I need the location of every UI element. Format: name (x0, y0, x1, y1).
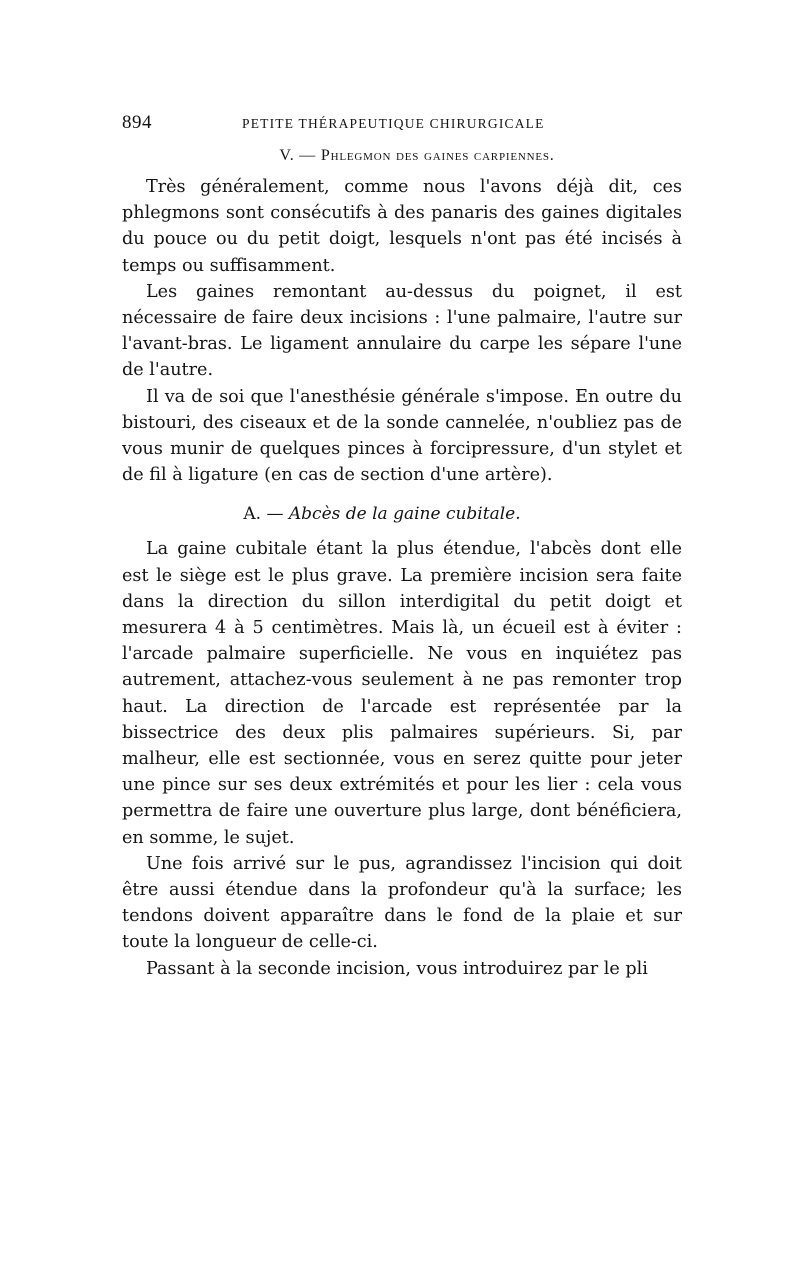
book-page (122, 112, 682, 982)
paragraph: Les gaines remontant au-dessus du poignet, il est nécessaire de faire deux incisions : l'une palmaire, l'autre sur l'avant-bras. Le ligament annulaire du carpe les sépare l'une de l'autre. (122, 281, 682, 381)
subsection-heading (122, 496, 682, 532)
paragraph: Une fois arrivé sur le pus, agrandissez l'incision qui doit être aussi étendue dans la profondeur qu'à la surface; les tendons doivent apparaître dans le fond de la plaie et sur toute la longueur de celle-ci. (122, 853, 682, 953)
running-head (122, 112, 682, 138)
section-heading (122, 144, 682, 168)
paragraph: Très généralement, comme nous l'avons déjà dit, ces phlegmons sont consécutifs à des panaris des gaines digitales du pouce ou du petit doigt, lesquels n'ont pas été incisés à temps ou suffisamment. (122, 177, 682, 276)
paragraph: Il va de soi que l'anesthésie générale s'impose. En outre du bistouri, des ciseaux et de la sonde cannelée, n'oubliez pas de vous munir de quelques pinces à forcipressure, d'un stylet et de fil à ligature (en cas de section d'une artère). (122, 386, 682, 486)
paragraph: Passant à la seconde incision, vous introduirez par le pli (146, 958, 648, 979)
subsection-title: Abcès de la gaine cubitale. (288, 504, 521, 525)
paragraph: La gaine cubitale étant la plus étendue, l'abcès dont elle est le siège est le plus grave. La première incision sera faite dans la direction du sillon interdigital du petit doigt et mesurera 4 à 5 centimètres. Mais là, un écueil est à éviter : l'arcade palmaire superficielle. Ne vous en inquiétez pas autrement, attachez-vous seulement à ne pas remonter trop haut. La direction de l'arcade est représentée par la bissectrice des deux plis palmaires supérieurs. Si, par malheur, elle est sectionnée, vous en serez quitte pour jeter une pince sur ses deux extrémités et pour les lier : cela vous permettra de faire une ouverture plus large, dont bénéficiera, en somme, le sujet. (122, 539, 682, 848)
running-title: PETITE THÉRAPEUTIQUE CHIRURGICALE (242, 116, 545, 131)
section-label: V. — (279, 147, 317, 164)
subsection-label: A. — (243, 504, 284, 525)
page-number: 894 (122, 112, 152, 133)
section-title: Phlegmon des gaines carpiennes. (320, 147, 555, 164)
